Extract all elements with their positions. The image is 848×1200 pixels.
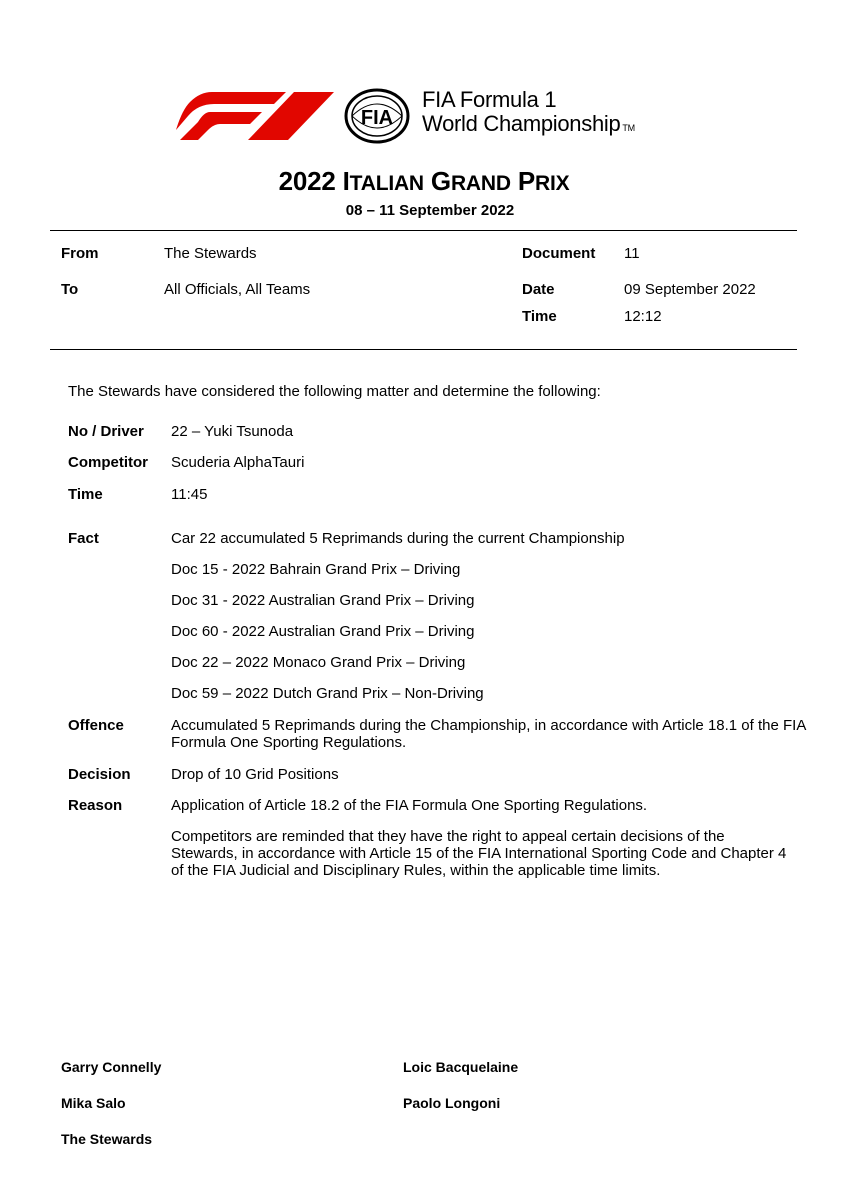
fact-line: Car 22 accumulated 5 Reprimands during the current Championship — [171, 530, 625, 547]
from-label: From — [61, 245, 99, 262]
title-word3-initial: P — [510, 166, 535, 196]
title-word3-rest: RIX — [535, 172, 570, 195]
time-value: 12:12 — [624, 308, 662, 325]
brand-line2-wrap — [422, 112, 635, 140]
stewards-footer: The Stewards — [61, 1131, 153, 1147]
title-prefix: 2022 I — [278, 166, 350, 196]
document-label: Document — [522, 245, 596, 262]
reason-label: Reason — [68, 797, 123, 814]
decision-label: Decision — [68, 766, 131, 783]
event-dates: 08 – 11 September 2022 — [345, 202, 515, 219]
steward-signature: Loic Bacquelaine — [403, 1059, 519, 1075]
document-value: 11 — [624, 245, 640, 262]
time-row-value: 11:45 — [171, 486, 208, 503]
fact-line: Doc 22 – 2022 Monaco Grand Prix – Driving — [171, 654, 466, 671]
fact-label: Fact — [68, 530, 99, 547]
to-value: All Officials, All Teams — [164, 281, 311, 298]
fia-badge-icon — [344, 88, 410, 144]
driver-value: 22 – Yuki Tsunoda — [171, 423, 294, 440]
intro-text: The Stewards have considered the following matter and determine the following: — [68, 383, 601, 400]
brand-text — [422, 88, 635, 140]
title-word1-rest: TALIAN — [349, 172, 424, 195]
date-label: Date — [522, 281, 555, 298]
offence-value: Accumulated 5 Reprimands during the Championship, in accordance with Article 18.1 of the FIA Formula One Sporting Regulations. — [171, 717, 806, 751]
title-word2-rest: RAND — [450, 172, 511, 195]
reason-value: Application of Article 18.2 of the FIA Formula One Sporting Regulations. — [171, 797, 648, 814]
from-value: The Stewards — [164, 245, 257, 262]
time-label: Time — [522, 308, 557, 325]
steward-signature: Mika Salo — [61, 1095, 126, 1111]
steward-signature: Garry Connelly — [61, 1059, 162, 1075]
steward-signature: Paolo Longoni — [403, 1095, 501, 1111]
offence-label: Offence — [68, 717, 124, 734]
time-row-label: Time — [68, 486, 103, 503]
bottom-divider — [50, 349, 797, 350]
driver-label: No / Driver — [68, 423, 144, 440]
decision-value: Drop of 10 Grid Positions — [171, 766, 339, 783]
brand-line2: World Championship — [422, 111, 621, 136]
fact-line: Doc 60 - 2022 Australian Grand Prix – Driving — [171, 623, 475, 640]
fact-line: Doc 31 - 2022 Australian Grand Prix – Driving — [171, 592, 475, 609]
competitor-label: Competitor — [68, 454, 148, 471]
date-value: 09 September 2022 — [624, 281, 756, 298]
f1-logo-icon — [176, 92, 346, 142]
event-title — [0, 166, 848, 197]
competitor-value: Scuderia AlphaTauri — [171, 454, 305, 471]
top-divider — [50, 230, 797, 231]
fact-line: Doc 59 – 2022 Dutch Grand Prix – Non-Driving — [171, 685, 484, 702]
title-word2-initial: G — [423, 166, 451, 196]
fact-line: Doc 15 - 2022 Bahrain Grand Prix – Driving — [171, 561, 461, 578]
fia-badge-text: FIA — [360, 107, 394, 129]
to-label: To — [61, 281, 79, 298]
f1-fia-logo — [176, 86, 676, 146]
brand-line1: FIA Formula 1 — [422, 87, 557, 112]
brand-tm: TM — [622, 123, 635, 133]
appeal-note: Competitors are reminded that they have the right to appeal certain decisions of the Stewards, in accordance with Article 15 of the FIA International Sporting Code and Chapter 4 of the FIA Judicial and Disciplinary Rules, within the applicable time limits. — [171, 828, 787, 879]
